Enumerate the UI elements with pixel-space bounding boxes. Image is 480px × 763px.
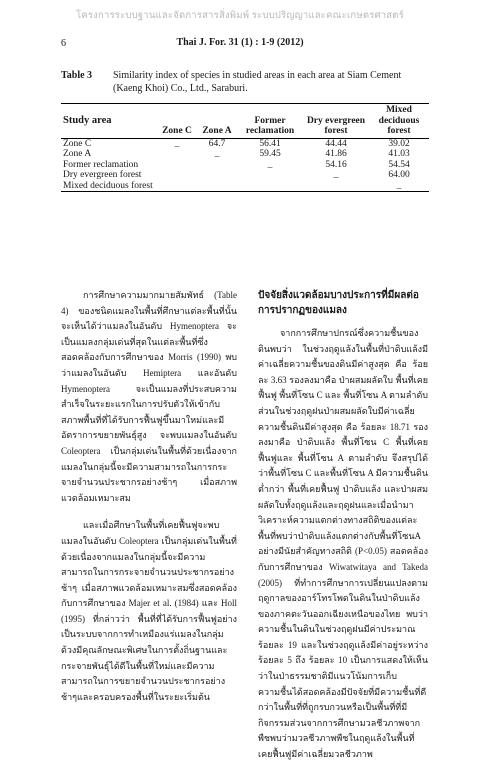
table-cell: 44.44 [325,138,347,149]
table-cell [197,160,237,171]
table-cell: 41.03 [388,149,410,159]
table-header-row [61,104,429,139]
row-label: Zone C [63,138,92,149]
table-cell: 56.41 [259,138,281,149]
row-label: Dry evergreen forest [63,170,142,180]
table-cell [237,170,303,181]
table-cell [157,170,197,181]
row-label: Mixed deciduous forest [63,180,153,191]
table-row [61,149,429,160]
table-cell [157,149,197,160]
table-caption-text: Similarity index of species in studied areas in each area at Siam Cement (Kaeng Khoi) Co., Ltd., Saraburi. [113,70,402,94]
table-row [61,170,429,181]
table-cell: 41.86 [325,149,347,159]
journal-header: Thai J. For. 31 (1) : 1-9 (2012) [176,37,304,48]
body-paragraph: จากการศึกษาปกรณ์ซึ่งความชื้นของดินพบว่า ในช่วงฤดูแล้งในพื้นที่ป่าดิบแล้งมีค่าเฉลี่ยความชื้นของดินมีค่าสูงสุด คือ ร้อยละ 3.63 รองลงมาคือ ป่าผสมผลัดใบ พื้นที่เคยฟื้นฟู พื้นที่โซน C และ พื้นที่โซน A ตามลำดับ ส่วนในช่วงฤดูฝนป่าผสมผลัดใบมีค่าเฉลี่ยความชื้นดินมีค่าสูงสุด คือ ร้อยละ 18.71 รองลงมาคือ ป่าดิบแล้ง พื้นที่โซน C พื้นที่เคยฟื้นฟูและ พื้นที่โซน A ตามลำดับ จึงสรุปได้ว่าพื้นที่โซน C และพื้นที่โซน A มีความชื้นดินต่ำกว่า พื้นที่เคยฟื้นฟู ป่าดิบแล้ง และป่าผสมผลัดใบทั้งฤดูแล้งและฤดูฝนและเมื่อนำมาวิเคราะห์ความแตกต่างทางสถิติของแต่ละพื้นที่พบว่าป่าดิบแล้งแตกต่างกับพื้นที่โซนA อย่างมีนัยสำคัญทางสถิติ (P<0.05) สอดคล้องกับการศึกษาของ Wiwatwitaya and Takeda (2005) ที่ทำการศึกษาการเปลี่ยนแปลงตามฤดูกาลของอาร์โทรโพดในดินในป่าดิบแล้งของภาคตะวันออกเฉียงเหนือของไทย พบว่าความชื้นในดินในช่วงฤดูฝนมีค่าประมาณร้อยละ 19 และในช่วงฤดูแล้งมีค่าอยู่ระหว่างร้อยละ 5 ถึง ร้อยละ 10 เป็นการแสดงให้เห็นว่าในป่าธรรมชาติมีแนวโน้มการเก็บความชื้นได้สอดคล้องมีปัจจัยที่มีความชื้นที่ดีกว่าในพื้นที่ที่ถูกรบกวนหรือเป็นพื้นที่ที่มีกิจกรรมส่วนจากการศึกษามวลชีวภาพจากพืชพบว่ามวลชีวภาพพืชในฤดูแล้งในพื้นที่เคยฟื้นฟูมีค่าเฉลี่ยมวลชีวภาพ [258,328,428,760]
table-row [61,181,429,192]
table-cell: 59.45 [259,149,281,159]
table-cell: 54.54 [388,159,410,170]
column-header: Study area [63,114,112,126]
table-cell [197,181,237,192]
column-header: Former reclamation [245,115,295,136]
table-cell: _ [174,138,180,149]
row-label: Zone A [63,149,92,159]
column-header: Zone A [202,126,232,136]
table-cell [197,170,237,181]
table-cell: _ [267,159,273,170]
column-header: Mixed deciduous forest [378,105,420,136]
table-row [61,138,429,149]
table-cell [157,181,197,192]
table-cell: 64.7 [208,138,226,149]
table-cell: _ [333,170,339,180]
body-paragraph: การศึกษาความมากมายสัมพัทธ์ (Table 4) ของชนิดแมลงในพื้นที่ศึกษาแต่ละพื้นที่นั้นจะเห็นได้ว่าแมลงในอันดับ Hymenoptera จะเป็นแมลงกลุ่มเด่นที่สุดในแต่ละพื้นที่ซึ่งสอดคล้องกับการศึกษาของ Morris (1990) พบว่าแมลงในอันดับ Hemiptera และอันดับ Hymenoptera จะเป็นแมลงที่ประสบความสำเร็จในระยะแรกในการปรับตัวให้เข้ากับสภาพพื้นที่ที่ได้รับการฟื้นฟูขึ้นมาใหม่และมีอัตราการขยายพันธุ์สูง จะพบแมลงในอันดับ Coleoptera เป็นกลุ่มเด่นในพื้นที่ด้วยเนื่องจากแมลงในกลุ่มนี้จะมีความสามารถในการกระจายจำนวนประชากรอย่างช้าๆ เมื่อสภาพแวดล้อมเหมาะสม [61,290,237,503]
column-header: Zone C [162,126,192,136]
table-cell [237,181,303,192]
table-caption [61,69,431,95]
body-column-left [61,288,237,705]
section-heading: ปัจจัยสิ่งแวดล้อมบางประการที่มีผลต่อการปรากฏของแมลง [258,290,419,316]
table-caption-label: Table 3 [61,70,93,81]
watermark: โครงการระบบฐานและจัดการสารสิ่งพิมพ์ ระบบปริญญาและคณะเกษตรศาสตร์ [76,11,404,21]
table-cell: 54.16 [325,159,347,170]
table-row [61,160,429,171]
body-paragraph: และเมื่อศึกษาในพื้นที่เคยฟื้นฟูจะพบแมลงในอันดับ Coleoptera เป็นกลุ่มเด่นในพื้นที่ด้วยเนื่องจากแมลงในกลุ่มนี้จะมีความสามารถในการกระจายจำนวนประชากรอย่างช้าๆ เมื่อสภาพแวดล้อมเหมาะสมซึ่งสอดคล้องกับการศึกษาของ Majer et al. (1984) และ Holl (1995) ที่กล่าวว่า พื้นที่ที่ได้รับการฟื้นฟูอย่างเป็นระบบจากการทำเหมืองแร่แมลงในกลุ่มด้วงมีคุณลักษณะพิเศษในการตั้งถิ่นฐานและกระจายพันธุ์ได้ดีในพื้นที่ใหม่และมีความสามารถในการขยายจำนวนประชากรอย่างช้าๆและครอบครองพื้นที่ในระยะเริ่มต้น [61,520,237,702]
page-number: 6 [61,38,66,49]
table-cell [157,160,197,171]
table-cell: _ [396,180,402,191]
table-cell [303,181,369,192]
table-cell: 39.02 [388,138,410,149]
table-cell: _ [214,149,220,159]
similarity-table [61,103,429,192]
table-cell: 64.00 [388,170,410,180]
row-label: Former reclamation [63,159,139,170]
body-column-right [258,288,428,763]
column-header: Dry evergreen forest [306,115,366,136]
